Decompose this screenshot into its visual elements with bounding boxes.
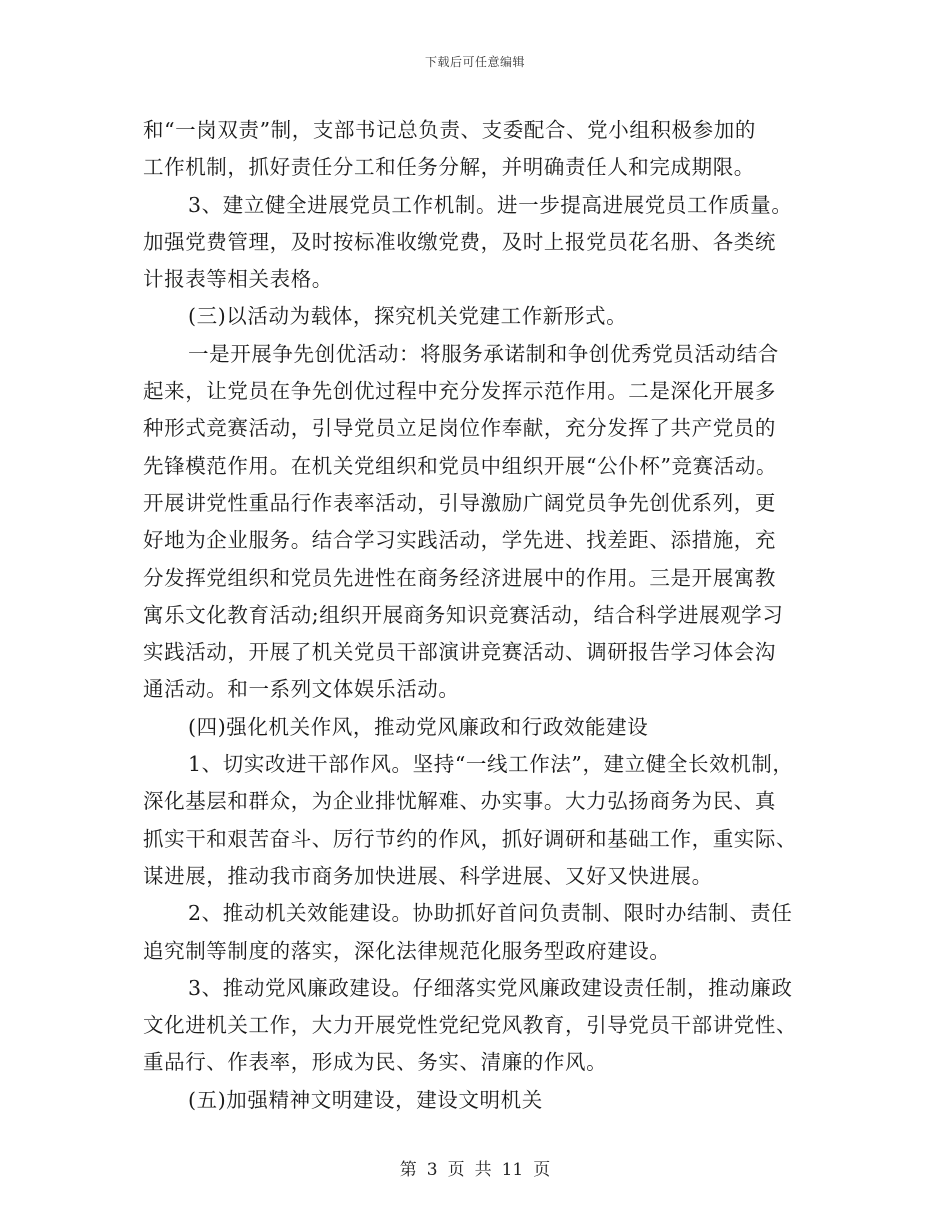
body-line: 工作机制，抓好责任分工和任务分解，并明确责任人和完成期限。	[143, 155, 755, 180]
page-header-note: 下载后可任意编辑	[424, 55, 525, 69]
footer-total-word: 共	[474, 1160, 492, 1180]
page-number-footer	[0, 1155, 950, 1180]
body-line: 谋进展，推动我市商务加快进展、科学进展、又好又快进展。	[143, 863, 713, 888]
body-line: 分发挥党组织和党员先进性在商务经济进展中的作用。三是开展寓教	[143, 565, 776, 590]
body-line: 抓实干和艰苦奋斗、厉行节约的作风，抓好调研和基础工作，重实际、	[143, 826, 798, 851]
body-line: 寓乐文化教育活动;组织开展商务知识竞赛活动，结合科学进展观学习	[143, 602, 784, 627]
section-heading: (五)加强精神文明建设，建设文明机关	[188, 1087, 543, 1112]
body-line: 种形式竞赛活动，引导党员立足岗位作奉献，充分发挥了共产党员的	[143, 416, 776, 441]
body-line: 好地为企业服务。结合学习实践活动，学先进、找差距、添措施，充	[143, 528, 776, 553]
body-line: 重品行、作表率，形成为民、务实、清廉的作风。	[143, 1050, 608, 1075]
body-line: 实践活动，开展了机关党员干部演讲竞赛活动、调研报告学习体会沟	[143, 640, 776, 665]
document-body	[143, 112, 823, 1119]
body-line: 通活动。和一系列文体娱乐活动。	[143, 677, 460, 702]
footer-total-pages: 11	[501, 1160, 524, 1180]
body-line: 和“一岗双责”制，支部书记总负责、支委配合、党小组积极参加的	[143, 118, 756, 142]
body-line: 文化进机关工作，大力开展党性党纪党风教育，引导党员干部讲党性、	[143, 1013, 798, 1038]
body-line: 追究制等制度的落实，深化法律规范化服务型政府建设。	[143, 938, 671, 963]
body-line: 计报表等相关表格。	[143, 267, 333, 292]
body-line: 开展讲党性重品行作表率活动，引导激励广阔党员争先创优系列，更	[143, 490, 776, 515]
body-line: 起来，让党员在争先创优过程中充分发挥示范作用。二是深化开展多	[143, 379, 776, 404]
paragraph-start: 3、推动党风廉政建设。仔细落实党风廉政建设责任制，推动廉政	[188, 975, 793, 1000]
section-heading: (四)强化机关作风，推动党风廉政和行政效能建设	[188, 714, 649, 739]
body-line: 加强党费管理，及时按标准收缴党费，及时上报党员花名册、各类统	[143, 229, 776, 254]
footer-page-word: 页	[447, 1160, 465, 1180]
footer-prefix: 第	[399, 1160, 417, 1180]
section-heading: (三)以活动为载体，探究机关党建工作新形式。	[188, 304, 628, 329]
footer-current-page: 3	[426, 1160, 438, 1180]
body-line: 先锋模范作用。在机关党组织和党员中组织开展“公仆杯”竞赛活动。	[143, 453, 778, 478]
body-line: 深化基层和群众，为企业排忧解难、办实事。大力弘扬商务为民、真	[143, 789, 776, 814]
paragraph-start: 一是开展争先创优活动：将服务承诺制和争创优秀党员活动结合	[188, 341, 779, 366]
footer-suffix: 页	[533, 1160, 551, 1180]
paragraph-start: 2、推动机关效能建设。协助抓好首问负责制、限时办结制、责任	[188, 901, 793, 926]
paragraph-start: 3、建立健全进展党员工作机制。进一步提高进展党员工作质量。	[188, 192, 793, 217]
paragraph-start: 1、切实改进干部作风。坚持“一线工作法”，建立健全长效机制，	[188, 752, 794, 777]
